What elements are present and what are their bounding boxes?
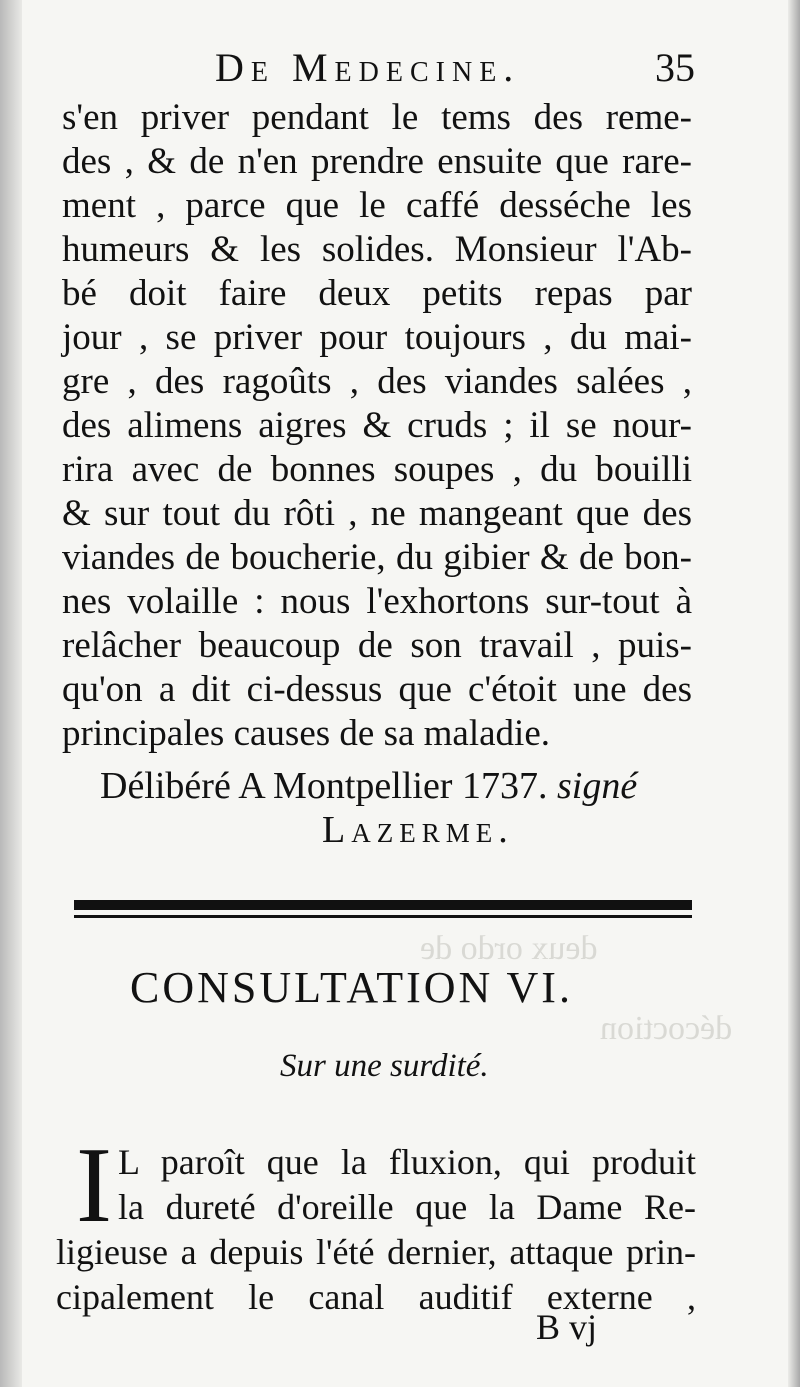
text-line: ment , parce que le caffé desséche les bbox=[62, 185, 692, 226]
running-header: De Medecine. bbox=[215, 45, 521, 90]
bleed-through-decoration: deux ordo de bbox=[420, 930, 598, 967]
paragraph-1 bbox=[62, 96, 692, 756]
text-line: viandes de boucherie, du gibier & de bon- bbox=[62, 537, 692, 578]
section-subheading: Sur une surdité. bbox=[280, 1048, 489, 1084]
text-line: cipalement le canal auditif externe , bbox=[56, 1277, 696, 1317]
deliberation-line bbox=[100, 762, 715, 810]
text-line: principales causes de sa maladie. bbox=[62, 713, 550, 754]
paragraph-2 bbox=[56, 1140, 696, 1320]
text-line: rira avec de bonnes soupes , du bouilli bbox=[62, 449, 692, 490]
section-rule-thick bbox=[74, 900, 692, 910]
text-line: bé doit faire deux petits repas par bbox=[62, 273, 692, 314]
text-line: nes volaille : nous l'exhortons sur-tout à bbox=[62, 581, 692, 622]
signed-word: signé bbox=[556, 765, 638, 807]
text-line: ligieuse a depuis l'été dernier, attaque prin- bbox=[56, 1232, 696, 1272]
text-line: des , & de n'en prendre ensuite que rare- bbox=[62, 141, 692, 182]
page-edge-shadow bbox=[788, 0, 800, 1387]
page-number: 35 bbox=[655, 45, 695, 90]
bleed-through-decoration: décoction bbox=[600, 1010, 733, 1047]
section-heading: CONSULTATION VI. bbox=[130, 963, 573, 1012]
text-line: humeurs & les solides. Monsieur l'Ab- bbox=[62, 229, 692, 270]
text-line: gre , des ragoûts , des viandes salées , bbox=[62, 361, 692, 402]
text-line: s'en priver pendant le tems des reme- bbox=[62, 97, 692, 138]
text-line: des alimens aigres & cruds ; il se nour- bbox=[62, 405, 692, 446]
page-gutter-shadow bbox=[0, 0, 22, 1387]
text-line: la dureté d'oreille que la Dame Re- bbox=[118, 1187, 696, 1227]
signature-mark: B vj bbox=[536, 1307, 598, 1347]
text-line: jour , se priver pour toujours , du mai- bbox=[62, 317, 692, 358]
text-line: & sur tout du rôti , ne mangeant que des bbox=[62, 493, 692, 534]
drop-cap: I bbox=[76, 1126, 112, 1245]
signer-name: Lazerme. bbox=[322, 809, 514, 851]
deliberation-text: Délibéré A Montpellier 1737. bbox=[100, 765, 548, 807]
section-rule-thin bbox=[74, 915, 692, 918]
text-line: relâcher beaucoup de son travail , puis- bbox=[62, 625, 692, 666]
text-line: L paroît que la fluxion, qui produit bbox=[118, 1142, 696, 1182]
text-line: qu'on a dit ci-dessus que c'étoit une des bbox=[62, 669, 692, 710]
